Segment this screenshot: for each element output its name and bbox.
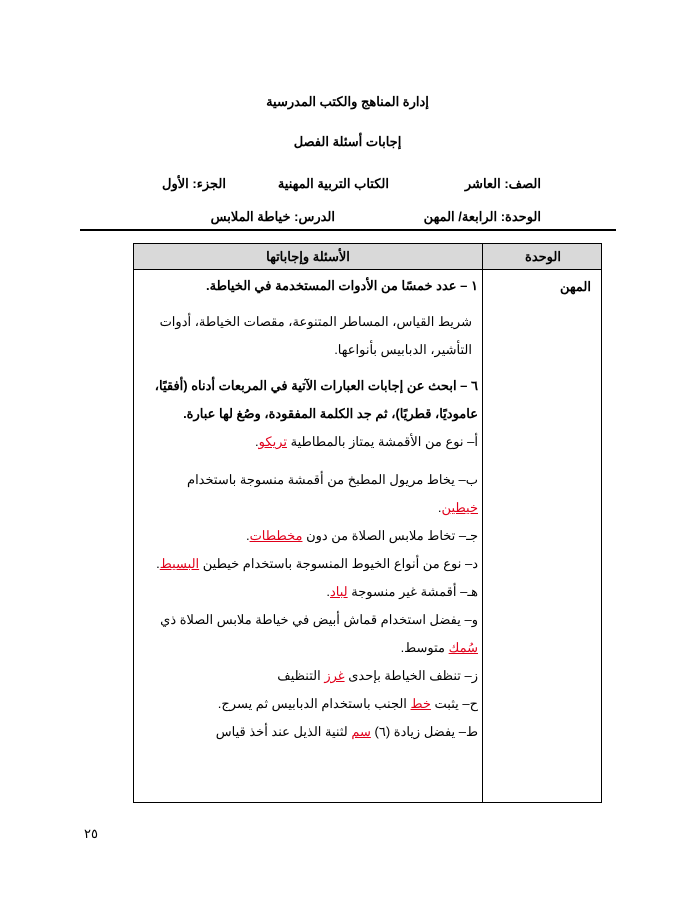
fill-in-item xyxy=(150,718,478,746)
item-answer: سم xyxy=(351,724,371,739)
item-answer: مخططات xyxy=(249,528,303,543)
fill-in-item xyxy=(150,578,478,606)
column-header-questions: الأسئلة وإجاباتها xyxy=(266,249,350,264)
item-text: ط– يفضل زيادة (٦) xyxy=(370,724,478,739)
question-6: ٦ – ابحث عن إجابات العبارات الآتية في المربعات أدناه (أفقيًا، عاموديًا، قطريًا)، ثم جد الكلمة المفقودة، وصُغ لها عبارة. xyxy=(154,378,478,421)
fill-in-item xyxy=(150,690,478,718)
fill-in-items xyxy=(150,428,478,746)
column-divider xyxy=(482,244,483,802)
item-text: د– نوع من أنواع الخيوط المنسوجة باستخدام خيطين xyxy=(199,556,478,571)
item-text: جـ– تخاط ملابس الصلاة من دون xyxy=(302,528,478,543)
item-answer: لباد xyxy=(330,584,348,599)
fill-in-item xyxy=(150,466,478,522)
item-text: ح– يثبت xyxy=(430,696,478,711)
item-answer: تريكو xyxy=(258,434,287,449)
item-suffix: متوسط. xyxy=(400,640,449,655)
item-suffix: الجنب باستخدام الدبابيس ثم يسرج. xyxy=(217,696,411,711)
department-title: إدارة المناهج والكتب المدرسية xyxy=(266,94,429,109)
item-answer: البسيط xyxy=(159,556,200,571)
fill-in-item xyxy=(150,428,478,456)
fill-in-item xyxy=(150,662,478,690)
part-label: الجزء: الأول xyxy=(162,176,226,191)
item-answer: خط xyxy=(410,696,431,711)
answer-1: شريط القياس، المساطر المتنوعة، مقصات الخياطة، أدوات التأشير، الدبابيس بأنواعها. xyxy=(159,314,472,357)
book-label: الكتاب التربية المهنية xyxy=(277,176,389,191)
grade-label: الصف: العاشر xyxy=(464,176,541,191)
item-suffix: . xyxy=(156,556,160,571)
item-answer: سُمك xyxy=(448,640,478,655)
table-header-row xyxy=(134,244,601,270)
fill-in-item xyxy=(150,606,478,662)
page-number: ٢٥ xyxy=(84,826,98,841)
item-suffix: . xyxy=(245,528,250,543)
header-divider xyxy=(80,229,616,231)
column-header-unit: الوحدة xyxy=(525,249,561,264)
lesson-label: الدرس: خياطة الملابس xyxy=(210,209,335,224)
item-text: ب– يخاط مريول المطبخ من أقمشة منسوجة باستخدام xyxy=(187,472,478,487)
item-text: ز– تنظف الخياطة بإحدى xyxy=(344,668,478,683)
item-answer: غرز xyxy=(324,668,345,683)
item-text: أ– نوع من الأقمشة يمتاز بالمطاطية xyxy=(286,434,478,449)
unit-label: الوحدة: الرابعة/ المهن xyxy=(423,209,541,224)
item-suffix: . xyxy=(326,584,330,599)
item-text: هـ– أقمشة غير منسوجة xyxy=(347,584,478,599)
page-title: إجابات أسئلة الفصل xyxy=(293,134,402,149)
item-suffix: . xyxy=(437,500,442,515)
questions-table xyxy=(133,243,602,803)
question-1: ١ – عدد خمسًا من الأدوات المستخدمة في الخياطة. xyxy=(206,278,478,293)
item-suffix: . xyxy=(255,434,259,449)
item-answer: خيطين xyxy=(441,500,478,515)
item-suffix: التنظيف xyxy=(277,668,325,683)
fill-in-item xyxy=(150,550,478,578)
item-text: و– يفضل استخدام قماش أبيض في خياطة ملابس الصلاة ذي xyxy=(160,612,478,627)
fill-in-item xyxy=(150,522,478,550)
item-suffix: لثنية الذيل عند أخذ قياس xyxy=(215,724,352,739)
unit-cell: المهن xyxy=(560,279,591,294)
questions-content xyxy=(150,272,478,746)
